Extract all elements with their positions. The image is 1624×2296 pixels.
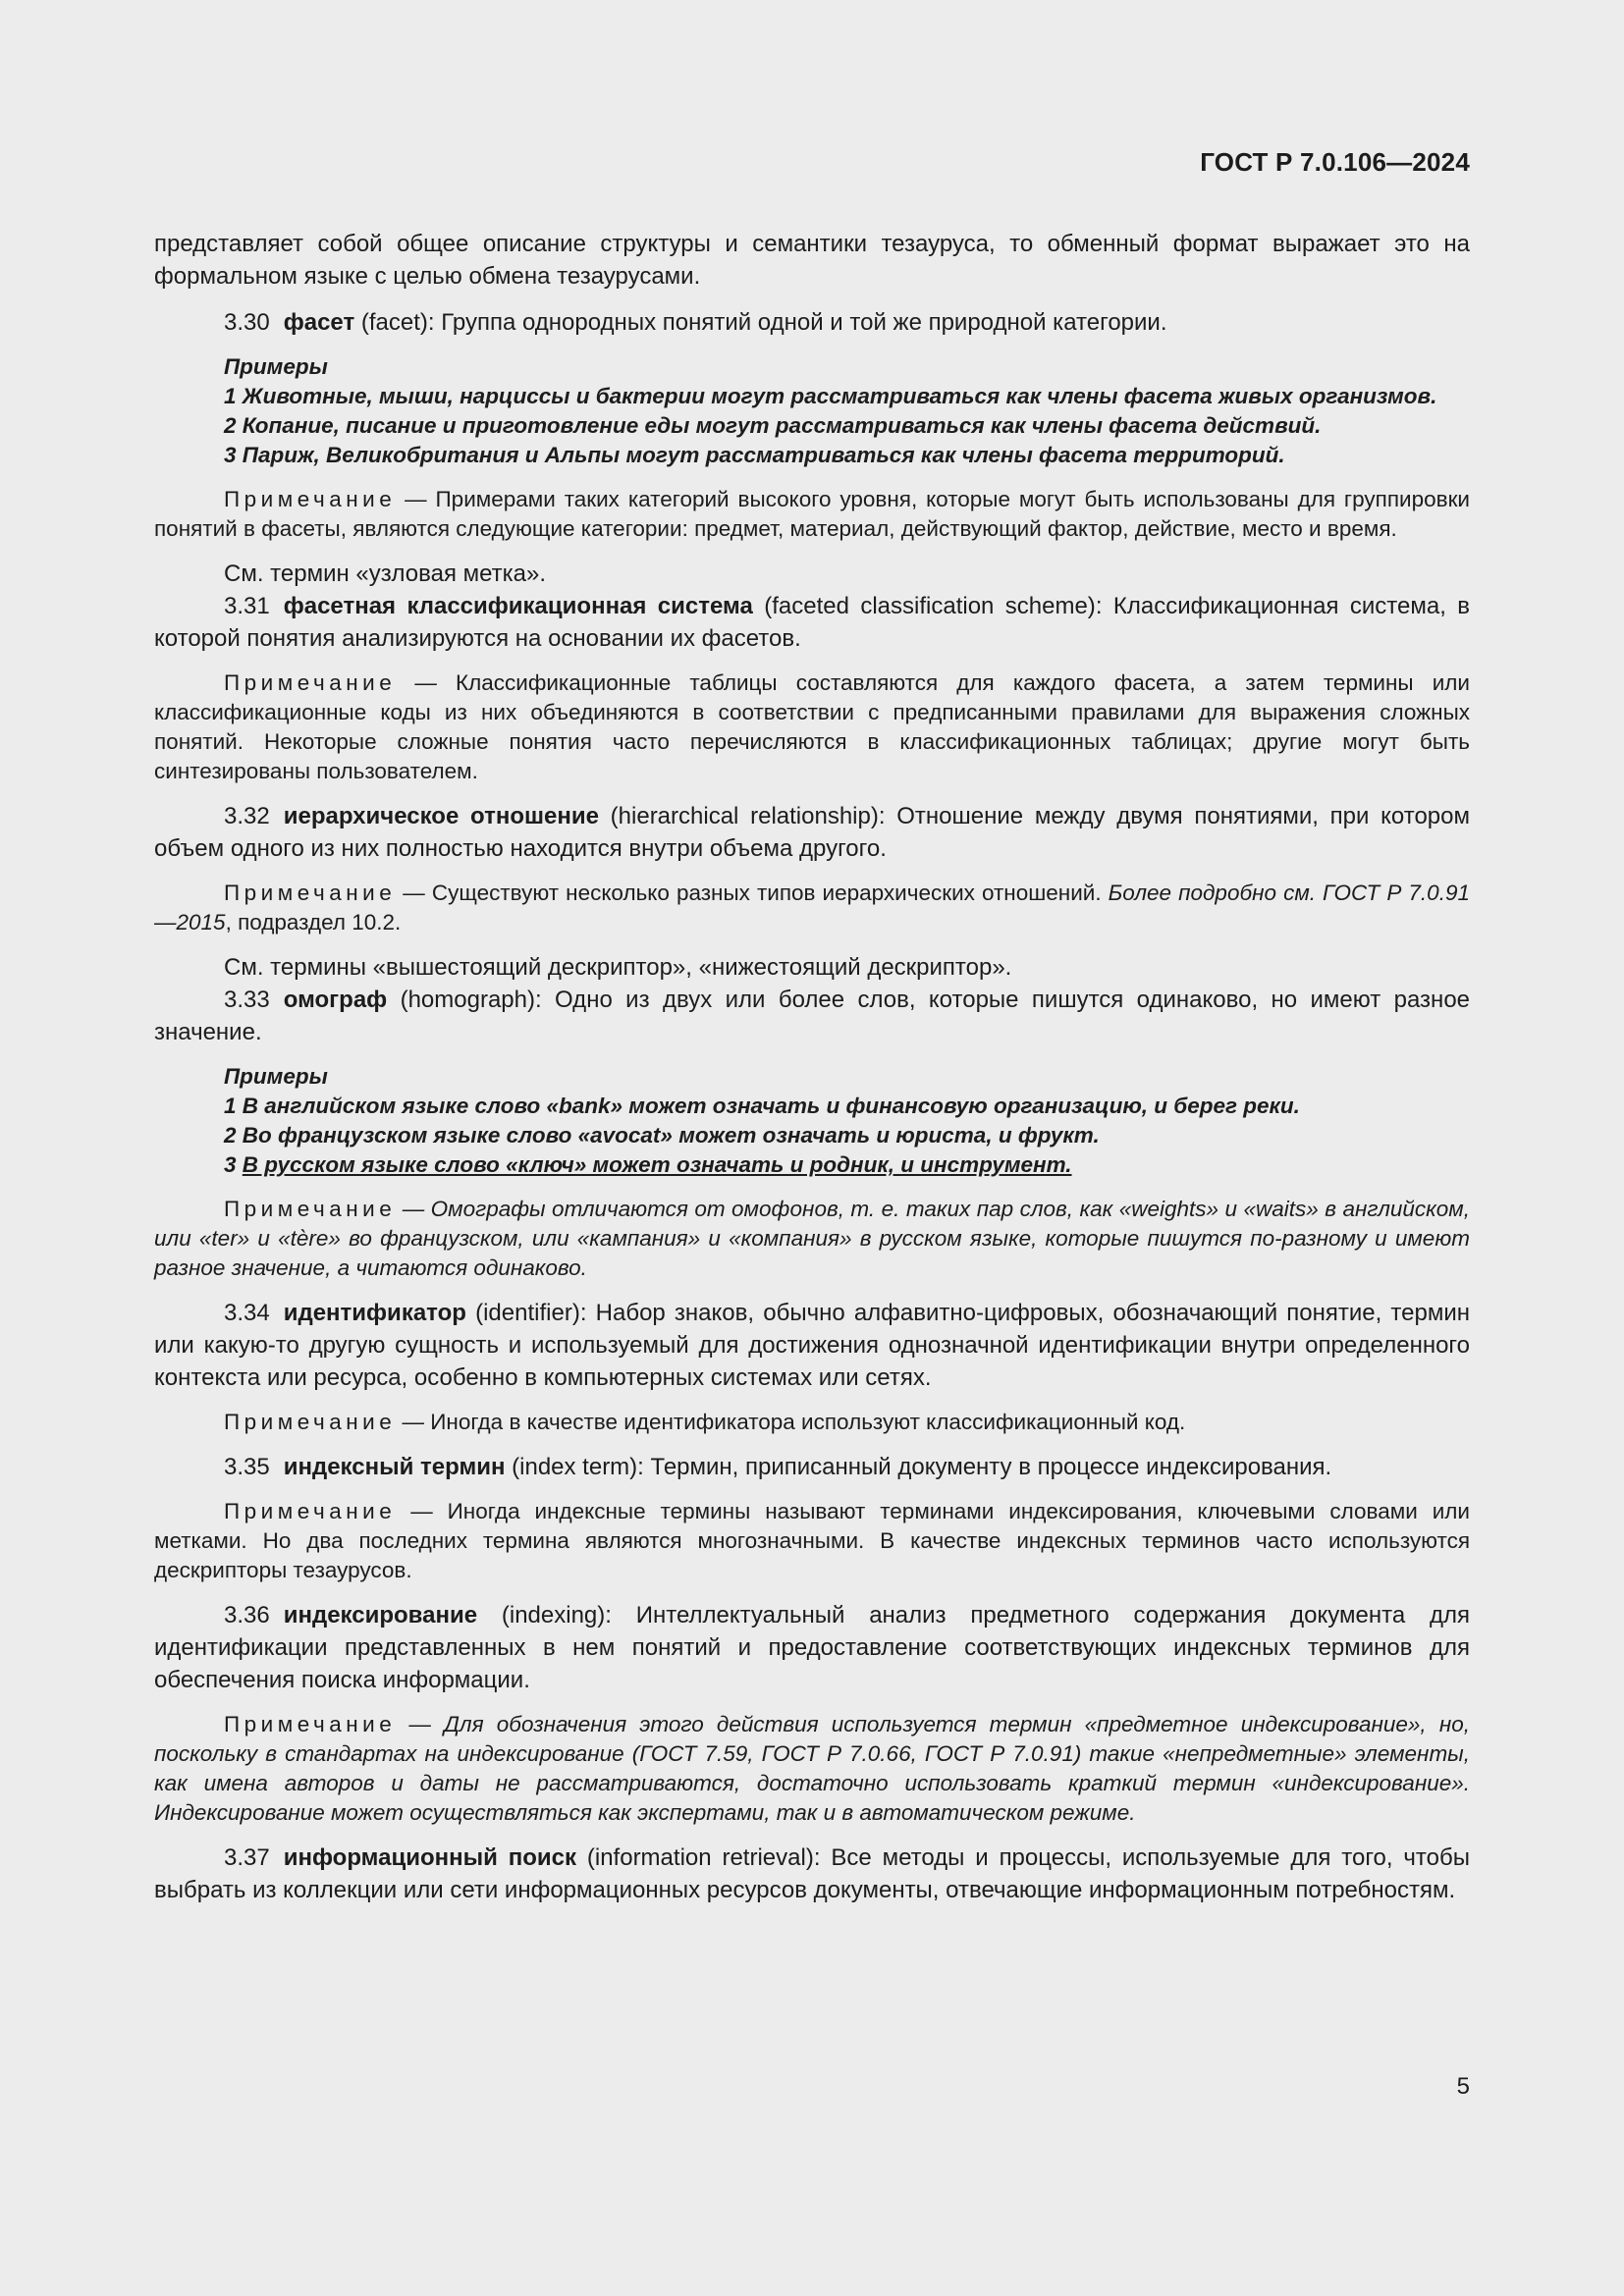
note-3-30: Примечание — Примерами таких категорий высокого уровня, которые могут быть использованы для группировки понятий в фасеты, являются следующие категории: предмет, материал, действующий фактор, действие, место и время. [154, 487, 1470, 541]
term-3-33: 3.33 омограф (homograph): Одно из двух или более слов, которые пишутся одинаково, но имеют разное значение. [154, 987, 1471, 1045]
term-3-30: 3.30 фасет (facet): Группа однородных понятий одной и той же природной категории. [224, 309, 1167, 336]
example-item: 2 Копание, писание и приготовление еды могут рассматриваться как члены фасета действий. [224, 413, 1322, 438]
standard-header: ГОСТ Р 7.0.106—2024 [1200, 147, 1470, 177]
example-item: 2 Во французском языке слово «avocat» может означать и юриста, и фрукт. [224, 1123, 1100, 1148]
example-item: 3 Париж, Великобритания и Альпы могут рассматриваться как члены фасета территорий. [224, 443, 1285, 467]
note-3-34: Примечание — Иногда в качестве идентификатора используют классификационный код. [224, 1410, 1186, 1434]
example-item: 3 В русском языке слово «ключ» может означать и родник, и инструмент. [224, 1152, 1072, 1177]
note-3-36: Примечание — Для обозначения этого действия используется термин «предметное индексирование», но, поскольку в стандартах на индексирование (ГОСТ 7.59, ГОСТ Р 7.0.66, ГОСТ Р 7.0.91) такие «непредметные» элементы, как имена авторов и даты не рассматриваются, достаточно использовать краткий термин «индексирование». Индексирование может осуществляться как экспертами, так и в автоматическом режиме. [154, 1712, 1470, 1825]
example-item: 1 Животные, мыши, нарциссы и бактерии могут рассматриваться как члены фасета живых организмов. [224, 384, 1437, 408]
term-3-31: 3.31 фасетная классификационная система (faceted classification scheme): Классификационная система, в которой понятия анализируются на основании их фасетов. [154, 593, 1471, 652]
note-3-32: Примечание — Существуют несколько разных типов иерархических отношений. Более подробно см. ГОСТ Р 7.0.91—2015, подраздел 10.2. [154, 881, 1470, 934]
term-3-36: 3.36 индексирование (indexing): Интеллектуальный анализ предметного содержания документа для идентификации представленных в нем понятий и предоставление соответствующих индексных терминов для обеспечения поиска информации. [154, 1602, 1471, 1693]
term-3-34: 3.34 идентификатор (identifier): Набор знаков, обычно алфавитно-цифровых, обозначающий понятие, термин или какую-то другую сущность и используемый для достижения однозначной идентификации внутри определенного контекста или ресурса, особенно в компьютерных системах или сетях. [154, 1300, 1471, 1391]
note-3-35: Примечание — Иногда индексные термины называют терминами индексирования, ключевыми словами или метками. Но два последних термина являются многозначными. В качестве индексных терминов часто используются дескрипторы тезаурусов. [154, 1499, 1470, 1582]
intro-paragraph: представляет собой общее описание структуры и семантики тезауруса, то обменный формат выражает это на формальном языке с целью обмена тезаурусами. [154, 231, 1470, 290]
term-3-37: 3.37 информационный поиск (information retrieval): Все методы и процессы, используемые для того, чтобы выбрать из коллекции или сети информационных ресурсов документы, отвечающие информационным потребностям. [154, 1844, 1470, 1903]
examples-title: Примеры [224, 1064, 328, 1089]
see-also-3-32: См. термины «вышестоящий дескриптор», «нижестоящий дескриптор». [224, 954, 1012, 981]
examples-3-33 [154, 1062, 1470, 1180]
examples-3-30 [154, 352, 1470, 470]
term-3-32: 3.32 иерархическое отношение (hierarchical relationship): Отношение между двумя понятиями, при котором объем одного из них полностью находится внутри объема другого. [154, 803, 1470, 862]
see-also-3-30: См. термин «узловая метка». [224, 561, 547, 587]
example-item: 1 В английском языке слово «bank» может означать и финансовую организацию, и берег реки. [224, 1094, 1300, 1118]
term-3-35: 3.35 индексный термин (index term): Термин, приписанный документу в процессе индексирования. [224, 1454, 1332, 1480]
examples-title: Примеры [224, 354, 328, 379]
note-3-33: Примечание — Омографы отличаются от омофонов, т. е. таких пар слов, как «weights» и «waits» в английском, или «ter» и «tère» во французском, или «кампания» и «компания» в русском языке, которые пишутся по-разному и имеют разное значение, а читаются одинаково. [154, 1197, 1470, 1280]
note-3-31: Примечание — Классификационные таблицы составляются для каждого фасета, а затем термины или классификационные коды из них объединяются в соответствии с предписанными правилами для выражения сложных понятий. Некоторые сложные понятия часто перечисляются в классификационных таблицах; другие могут быть синтезированы пользователем. [154, 670, 1470, 783]
page-number: 5 [1456, 2073, 1470, 2100]
